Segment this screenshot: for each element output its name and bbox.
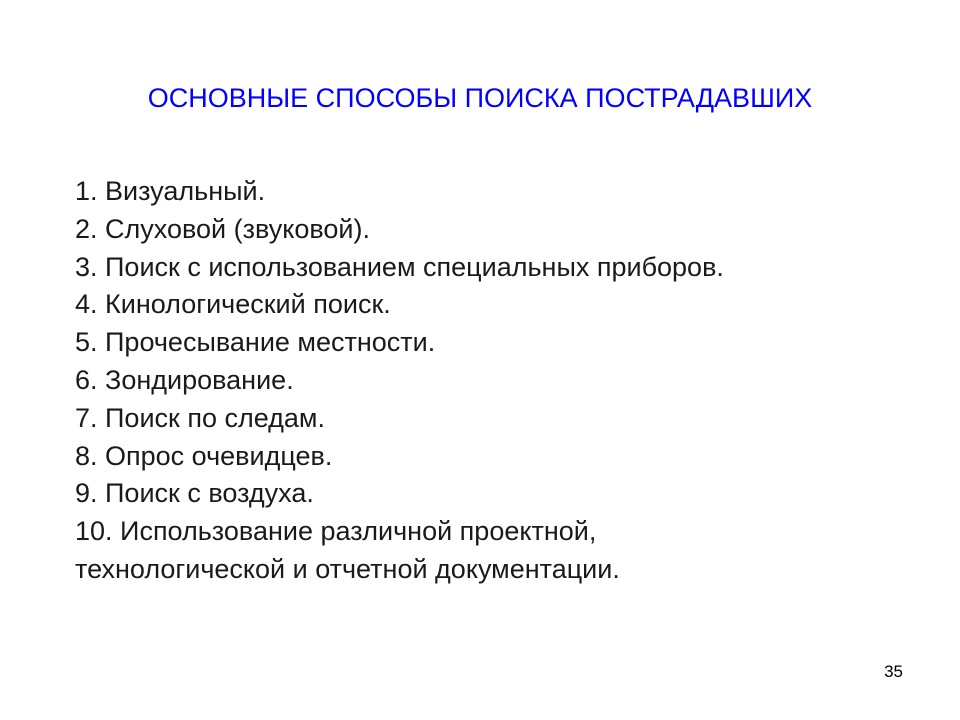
list-item: 6. Зондирование. — [75, 364, 294, 395]
list-item: 9. Поиск с воздуха. — [75, 478, 314, 509]
list-item: 3. Поиск с использованием специальных приборов. — [75, 251, 724, 282]
slide-title: ОСНОВНЫЕ СПОСОБЫ ПОИСКА ПОСТРАДАВШИХ — [147, 83, 813, 113]
list-item: 8. Опрос очевидцев. — [75, 440, 333, 471]
list-item: 7. Поиск по следам. — [75, 402, 325, 433]
search-methods-list — [75, 173, 795, 589]
list-item: 10. Использование различной проектной, технологической и отчетной документации. — [75, 516, 620, 584]
page-number: 35 — [884, 662, 903, 681]
list-item: 4. Кинологический поиск. — [75, 289, 391, 320]
list-item: 5. Прочесывание местности. — [75, 327, 436, 358]
list-item: 2. Слуховой (звуковой). — [75, 213, 371, 244]
list-item: 1. Визуальный. — [75, 176, 266, 206]
